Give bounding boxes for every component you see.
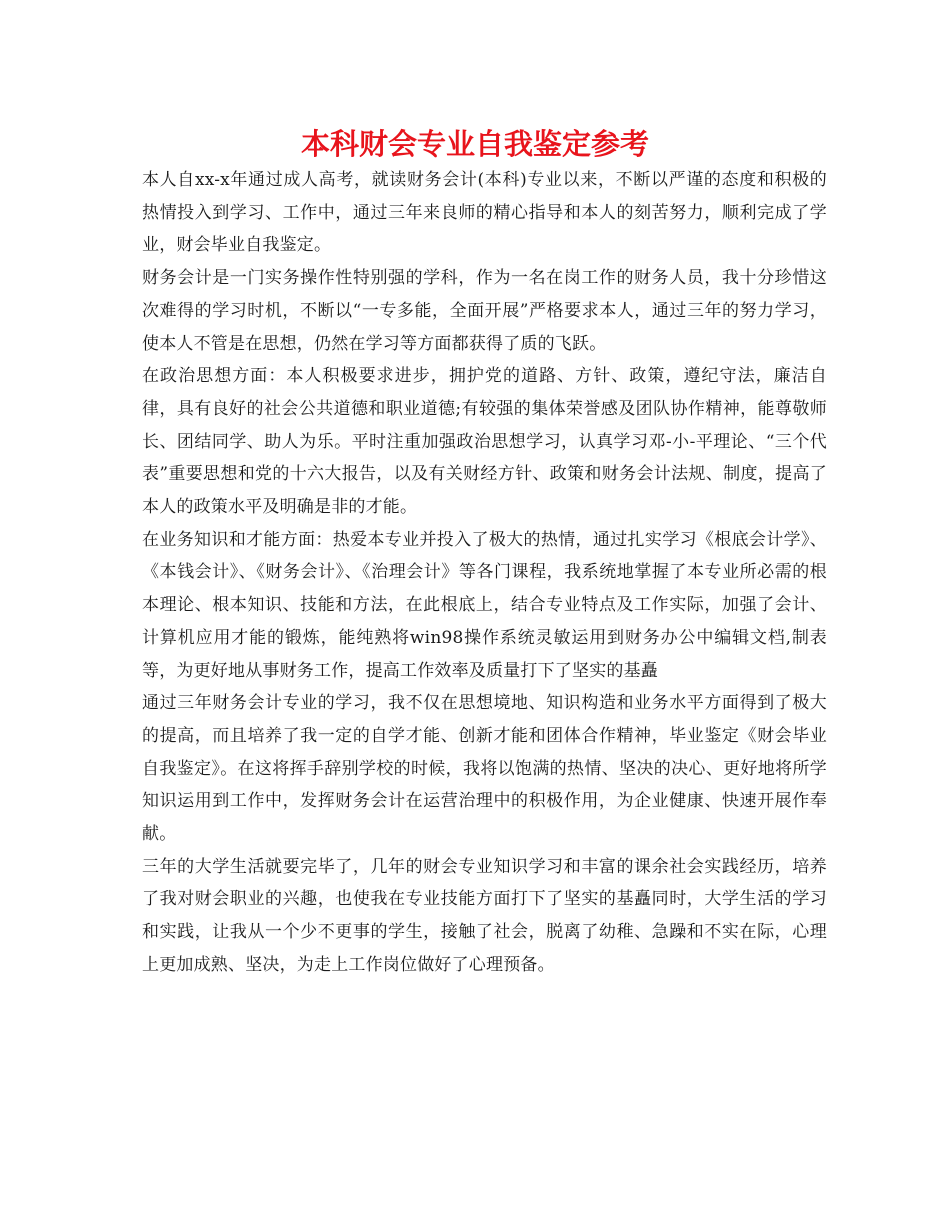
document-body bbox=[142, 164, 827, 982]
paragraph-study-attitude: 财务会计是一门实务操作性特别强的学科，作为一名在岗工作的财务人员，我十分珍惜这次难得的学习时机，不断以“一专多能，全面开展”严格要求本人，通过三年的努力学习，使本人不管是在思想，仍然在学习等方面都获得了质的飞跃。 bbox=[142, 268, 827, 354]
paragraph-growth: 通过三年财务会计专业的学习，我不仅在思想境地、知识构造和业务水平方面得到了极大的提高，而且培养了我一定的自学才能、创新才能和团体合作精神，毕业鉴定《财会毕业自我鉴定》。在这将挥手辞别学校的时候，我将以饱满的热情、坚决的决心、更好地将所学知识运用到工作中，发挥财务会计在运营治理中的积极作用，为企业健康、快速开展作奉献。 bbox=[142, 693, 827, 845]
paragraph-professional-skills: 在业务知识和才能方面：热爱本专业并投入了极大的热情，通过扎实学习《根底会计学》、《本钱会计》、《财务会计》、《治理会计》等各门课程，我系统地掌握了本专业所必需的根本理论、根本知识、技能和方法，在此根底上，结合专业特点及工作实际，加强了会计、计算机应用才能的锻炼，能纯熟将win98操作系统灵敏运用到财务办公中编辑文档,制表等，为更好地从事财务工作，提高工作效率及质量打下了坚实的基矗 bbox=[142, 529, 827, 681]
paragraph-political-thought: 在政治思想方面：本人积极要求进步，拥护党的道路、方针、政策，遵纪守法，廉洁自律，具有良好的社会公共道德和职业道德;有较强的集体荣誉感及团队协作精神，能尊敬师长、团结同学、助人为乐。平时注重加强政治思想学习，认真学习邓-小-平理论、“三个代表”重要思想和党的十六大报告，以及有关财经方针、政策和财务会计法规、制度，提高了本人的政策水平及明确是非的才能。 bbox=[142, 366, 827, 518]
document-title: 本科财会专业自我鉴定参考 bbox=[300, 127, 649, 161]
paragraph-conclusion: 三年的大学生活就要完毕了，几年的财会专业知识学习和丰富的课余社会实践经历，培养了我对财会职业的兴趣，也使我在专业技能方面打下了坚实的基矗同时，大学生活的学习和实践，让我从一个少不更事的学生，接触了社会，脱离了幼稚、急躁和不实在际，心理上更加成熟、坚决，为走上工作岗位做好了心理预备。 bbox=[142, 856, 827, 975]
paragraph-intro: 本人自xx-x年通过成人高考，就读财务会计(本科)专业以来，不断以严谨的态度和积极的热情投入到学习、工作中，通过三年来良师的精心指导和本人的刻苦努力，顺利完成了学业，财会毕业自我鉴定。 bbox=[142, 170, 827, 256]
